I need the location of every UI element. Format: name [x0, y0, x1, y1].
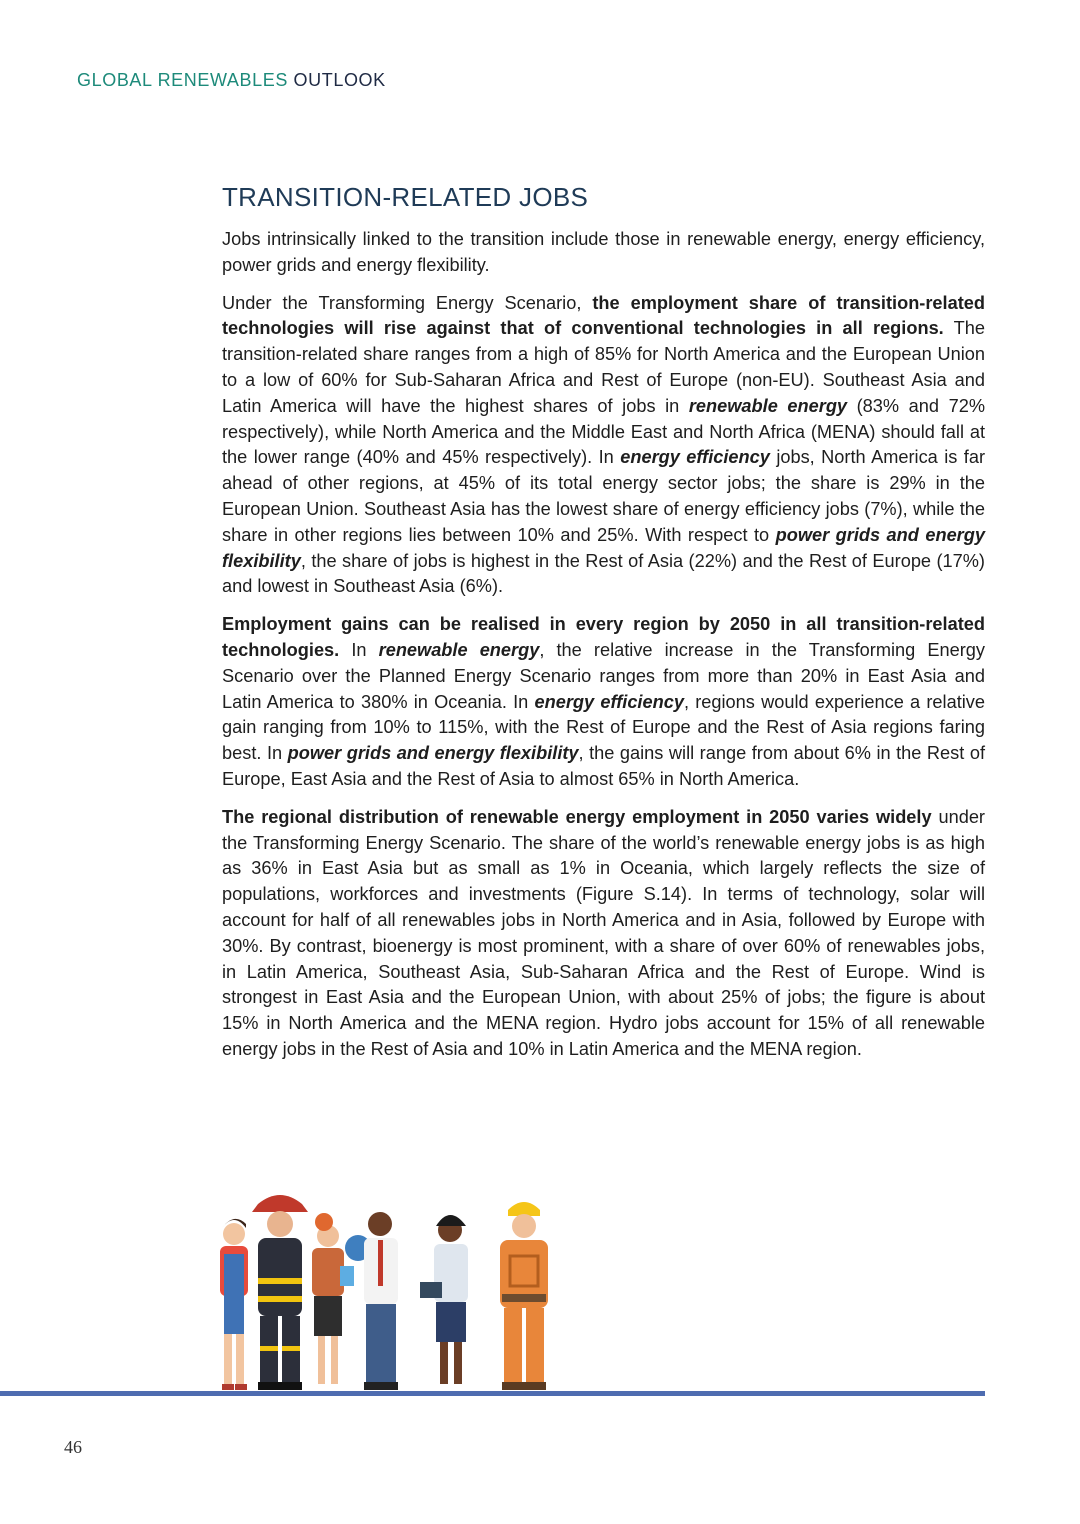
paragraph-intro-text: Jobs intrinsically linked to the transition include those in renewable energy, energy efficiency, power grids and energy flexibility.	[222, 229, 985, 275]
emphasis-term: energy efficiency	[534, 691, 684, 712]
text-run: In	[339, 639, 379, 660]
worker-phone-woman-figure	[420, 1215, 468, 1384]
bold-lead: The regional distribution of renewable energy employment in 2050 varies widely	[222, 806, 932, 827]
text-run: , the relative increase in the Transforming Energy Scenario over the Planned Energy Scenario ranges from more than 20% in East Asia and Latin America to 380% in Oceania. In	[222, 639, 986, 712]
text-run: , regions would experience a relative gain ranging from 10% to 115%, with the Rest of Europe and the Rest of Asia regions faring best. In	[222, 691, 986, 764]
paragraph-regional-distribution	[222, 805, 985, 1063]
worker-construction-figure	[500, 1202, 548, 1390]
text-run: (83% and 72% respectively), while North America and the Middle East and North Africa (MENA) should fall at the lower range (40% and 45% respectively). In	[222, 395, 985, 468]
paragraph-employment-gains	[222, 612, 985, 793]
text-run: , the gains will range from about 6% in the Rest of Europe, East Asia and the Rest of Asia to almost 65% in North America.	[222, 743, 985, 789]
section-title: TRANSITION-RELATED JOBS	[222, 182, 589, 212]
worker-office-woman-figure	[312, 1213, 354, 1384]
emphasis-term: renewable energy	[378, 639, 540, 660]
emphasis-term: energy efficiency	[620, 447, 770, 468]
paragraph-employment-share	[222, 291, 985, 601]
footer-rule	[0, 1391, 985, 1396]
text-run: jobs, North America is far ahead of other regions, at 45% of its total energy sector jobs; the share is 29% in the European Union. Southeast Asia has the lowest share of energy efficiency jobs (7%), while the share in other regions lies between 10% and 25%. With respect to	[222, 447, 985, 545]
bold-lead: the employment share of transition-related technologies will rise against that of conventional technologies in all regions.	[222, 292, 985, 339]
paragraph-intro	[222, 227, 985, 279]
worker-firefighter-figure	[252, 1195, 308, 1390]
text-run: Under the Transforming Energy Scenario,	[222, 292, 593, 313]
worker-apron-figure	[220, 1219, 248, 1390]
bold-lead: Employment gains can be realised in every region by 2050 in all transition-related technologies.	[222, 614, 985, 660]
running-header-series: GLOBAL RENEWABLES	[77, 70, 288, 90]
worker-businessman-globe-figure	[345, 1212, 398, 1390]
text-run: under the Transforming Energy Scenario. The share of the world’s renewable energy jobs is as high as 36% in East Asia but as small as 1% in Oceania, which largely reflects the size of populations, workforces and investments (Figure S.14). In terms of technology, solar will account for half of all renewables jobs in North America and in Asia, followed by Europe with 30%. By contrast, bioenergy is most prominent, with a share of over 60% of renewables jobs, in Latin America, Southeast Asia, Sub-Saharan Africa and the Rest of Europe. Wind is strongest in East Asia and the European Union, with about 25% of jobs; the figure is about 15% in North America and the MENA region. Hydro jobs account for 15% of all renewable energy jobs in the Rest of Asia and 10% in Latin America and the MENA region.	[222, 806, 985, 1059]
emphasis-term: power grids and energy flexibility	[287, 743, 579, 764]
text-run: , the share of jobs is highest in the Rest of Asia (22%) and the Rest of Europe (17%) and lowest in Southeast Asia (6%).	[222, 550, 985, 597]
page-number: 46	[64, 1437, 82, 1457]
emphasis-term: renewable energy	[688, 395, 848, 416]
article-body	[222, 182, 985, 1075]
running-header	[77, 70, 386, 91]
text-run: The transition-related share ranges from a high of 85% for North America and the European Union to a low of 60% for Sub-Saharan Africa and Rest of Europe (non-EU). Southeast Asia and Latin America will have the highest shares of jobs in	[222, 318, 985, 416]
workers-illustration	[200, 1186, 580, 1396]
emphasis-term: power grids and energy flexibility	[222, 524, 985, 571]
running-header-title: OUTLOOK	[293, 70, 386, 90]
